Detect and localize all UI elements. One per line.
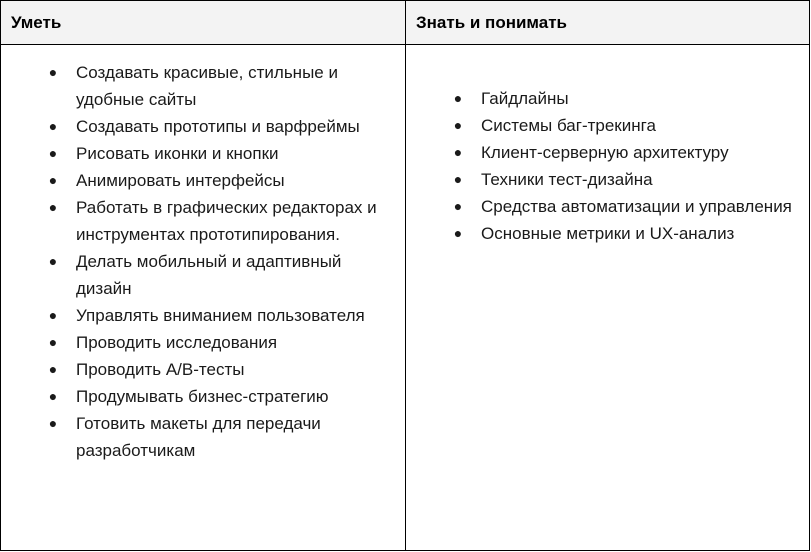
list-item-text: Продумывать бизнес-стратегию [76,387,329,406]
bullet-icon: ● [453,90,463,106]
list-item-text: Делать мобильный и адаптивный дизайн [76,252,342,298]
list-item [406,166,809,193]
list-item [1,59,405,113]
table-header-row [1,1,810,45]
list-item-text: Работать в графических редакторах и инструментах прототипирования. [76,198,377,244]
list-item-text: Анимировать интерфейсы [76,171,285,190]
skills-cell [1,45,406,551]
list-item [406,112,809,139]
list-item [1,167,405,194]
header-knowledge: Знать и понимать [406,1,810,45]
list-item [1,356,405,383]
list-item-text: Создавать прототипы и варфреймы [76,117,360,136]
list-item-text: Техники тест-дизайна [481,170,653,189]
bullet-icon: ● [48,253,58,269]
skills-list [1,59,405,464]
table-body-row [1,45,810,551]
list-item-text: Гайдлайны [481,89,569,108]
bullet-icon: ● [48,334,58,350]
list-item [1,194,405,248]
header-skills: Уметь [1,1,406,45]
bullet-icon: ● [453,144,463,160]
knowledge-list [406,85,809,247]
list-item [1,302,405,329]
list-item [1,140,405,167]
list-item-text: Основные метрики и UX-анализ [481,224,735,243]
bullet-icon: ● [48,118,58,134]
list-item-text: Средства автоматизации и управления [481,197,792,216]
list-item [1,410,405,464]
bullet-icon: ● [453,171,463,187]
bullet-icon: ● [48,172,58,188]
bullet-icon: ● [48,199,58,215]
list-item-text: Рисовать иконки и кнопки [76,144,279,163]
bullet-icon: ● [48,64,58,80]
bullet-icon: ● [453,198,463,214]
list-item-text: Готовить макеты для передачи разработчикам [76,414,321,460]
bullet-icon: ● [48,145,58,161]
bullet-icon: ● [453,225,463,241]
list-item-text: Клиент-серверную архитектуру [481,143,729,162]
list-item-text: Системы баг-трекинга [481,116,656,135]
list-item [1,329,405,356]
list-item [406,139,809,166]
list-item [1,113,405,140]
knowledge-cell [406,45,810,551]
list-item [406,85,809,112]
bullet-icon: ● [48,361,58,377]
list-item [406,193,809,220]
list-item-text: Управлять вниманием пользователя [76,306,365,325]
list-item [406,220,809,247]
list-item [1,383,405,410]
bullet-icon: ● [48,415,58,431]
list-item-text: Проводить A/B-тесты [76,360,245,379]
bullet-icon: ● [48,388,58,404]
list-item-text: Проводить исследования [76,333,278,352]
bullet-icon: ● [48,307,58,323]
bullet-icon: ● [453,117,463,133]
list-item [1,248,405,302]
list-item-text: Создавать красивые, стильные и удобные сайты [76,63,338,109]
